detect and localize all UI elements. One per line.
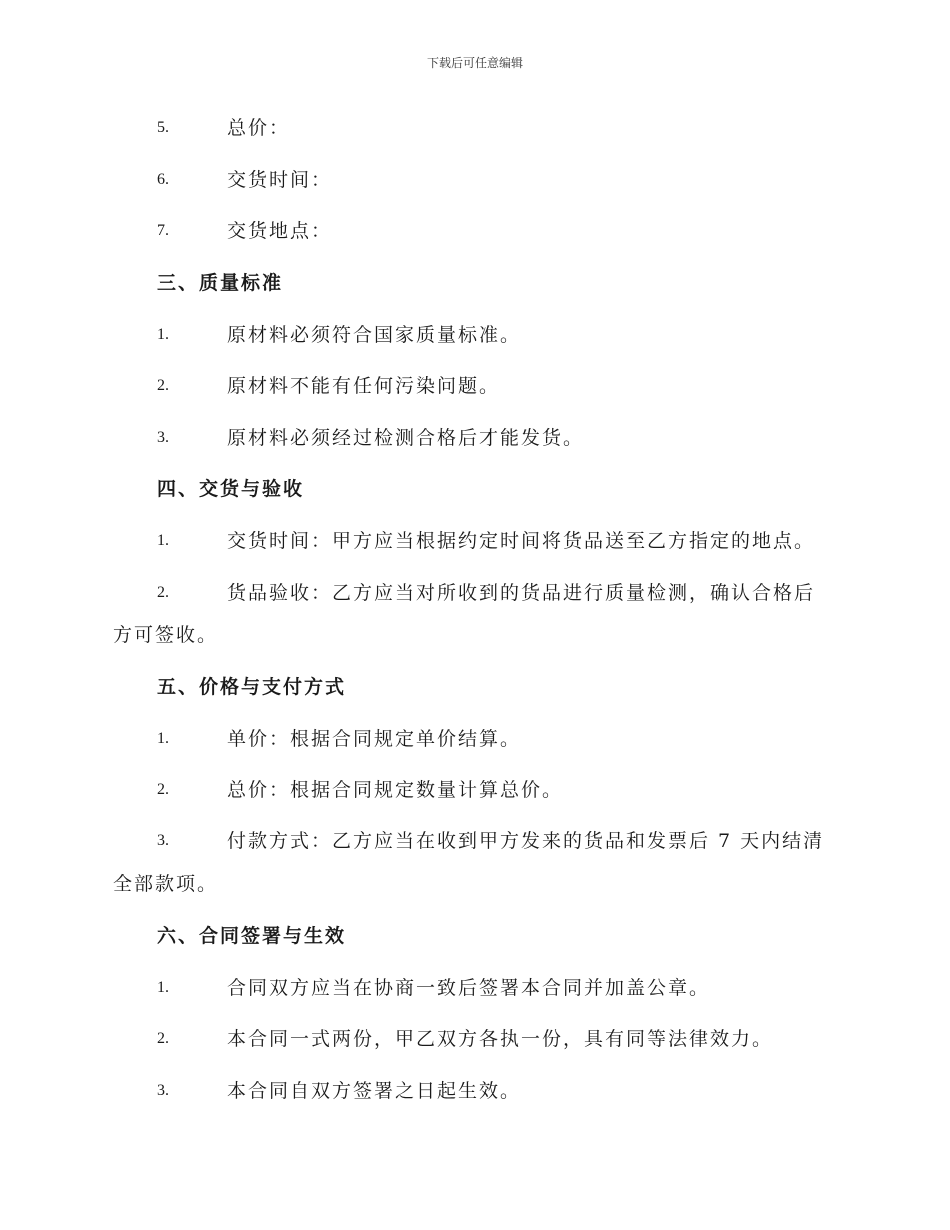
section-heading: 四、交货与验收 [157, 478, 305, 500]
item-number: 1. [157, 326, 169, 343]
item-text-continuation: 全部款项。 [113, 873, 219, 895]
item-number: 3. [157, 1082, 169, 1099]
item-number: 2. [157, 1030, 169, 1047]
item-text: 总价： [227, 117, 291, 139]
item-number: 3. [157, 832, 169, 849]
item-text: 原材料必须经过检测合格后才能发货。 [227, 427, 585, 449]
item-text: 本合同一式两份，甲乙双方各执一份，具有同等法律效力。 [227, 1028, 774, 1050]
item-number: 3. [157, 429, 169, 446]
item-number: 2. [157, 377, 169, 394]
item-text: 总价：根据合同规定数量计算总价。 [227, 779, 564, 801]
item-number: 1. [157, 730, 169, 747]
section-heading: 六、合同签署与生效 [157, 925, 347, 947]
item-text: 原材料不能有任何污染问题。 [227, 375, 501, 397]
section-heading: 三、质量标准 [157, 272, 284, 294]
item-number: 2. [157, 781, 169, 798]
item-text: 合同双方应当在协商一致后签署本合同并加盖公章。 [227, 977, 711, 999]
item-text: 交货地点： [227, 220, 333, 242]
item-text: 交货时间： [227, 169, 333, 191]
item-text: 货品验收：乙方应当对所收到的货品进行质量检测，确认合格后 [227, 582, 816, 604]
page-header: 下载后可任意编辑 [426, 56, 523, 70]
item-number: 1. [157, 979, 169, 996]
item-text-continuation: 方可签收。 [113, 624, 219, 646]
item-number: 6. [157, 171, 169, 188]
item-number: 7. [157, 222, 169, 239]
item-text: 付款方式：乙方应当在收到甲方发来的货品和发票后 7 天内结清 [227, 830, 825, 852]
item-number: 1. [157, 532, 169, 549]
item-text: 本合同自双方签署之日起生效。 [227, 1080, 522, 1102]
item-number: 5. [157, 119, 169, 136]
section-heading: 五、价格与支付方式 [157, 676, 347, 698]
item-number: 2. [157, 584, 169, 601]
item-text: 原材料必须符合国家质量标准。 [227, 324, 522, 346]
item-text: 单价：根据合同规定单价结算。 [227, 728, 522, 750]
item-text: 交货时间：甲方应当根据约定时间将货品送至乙方指定的地点。 [227, 530, 816, 552]
